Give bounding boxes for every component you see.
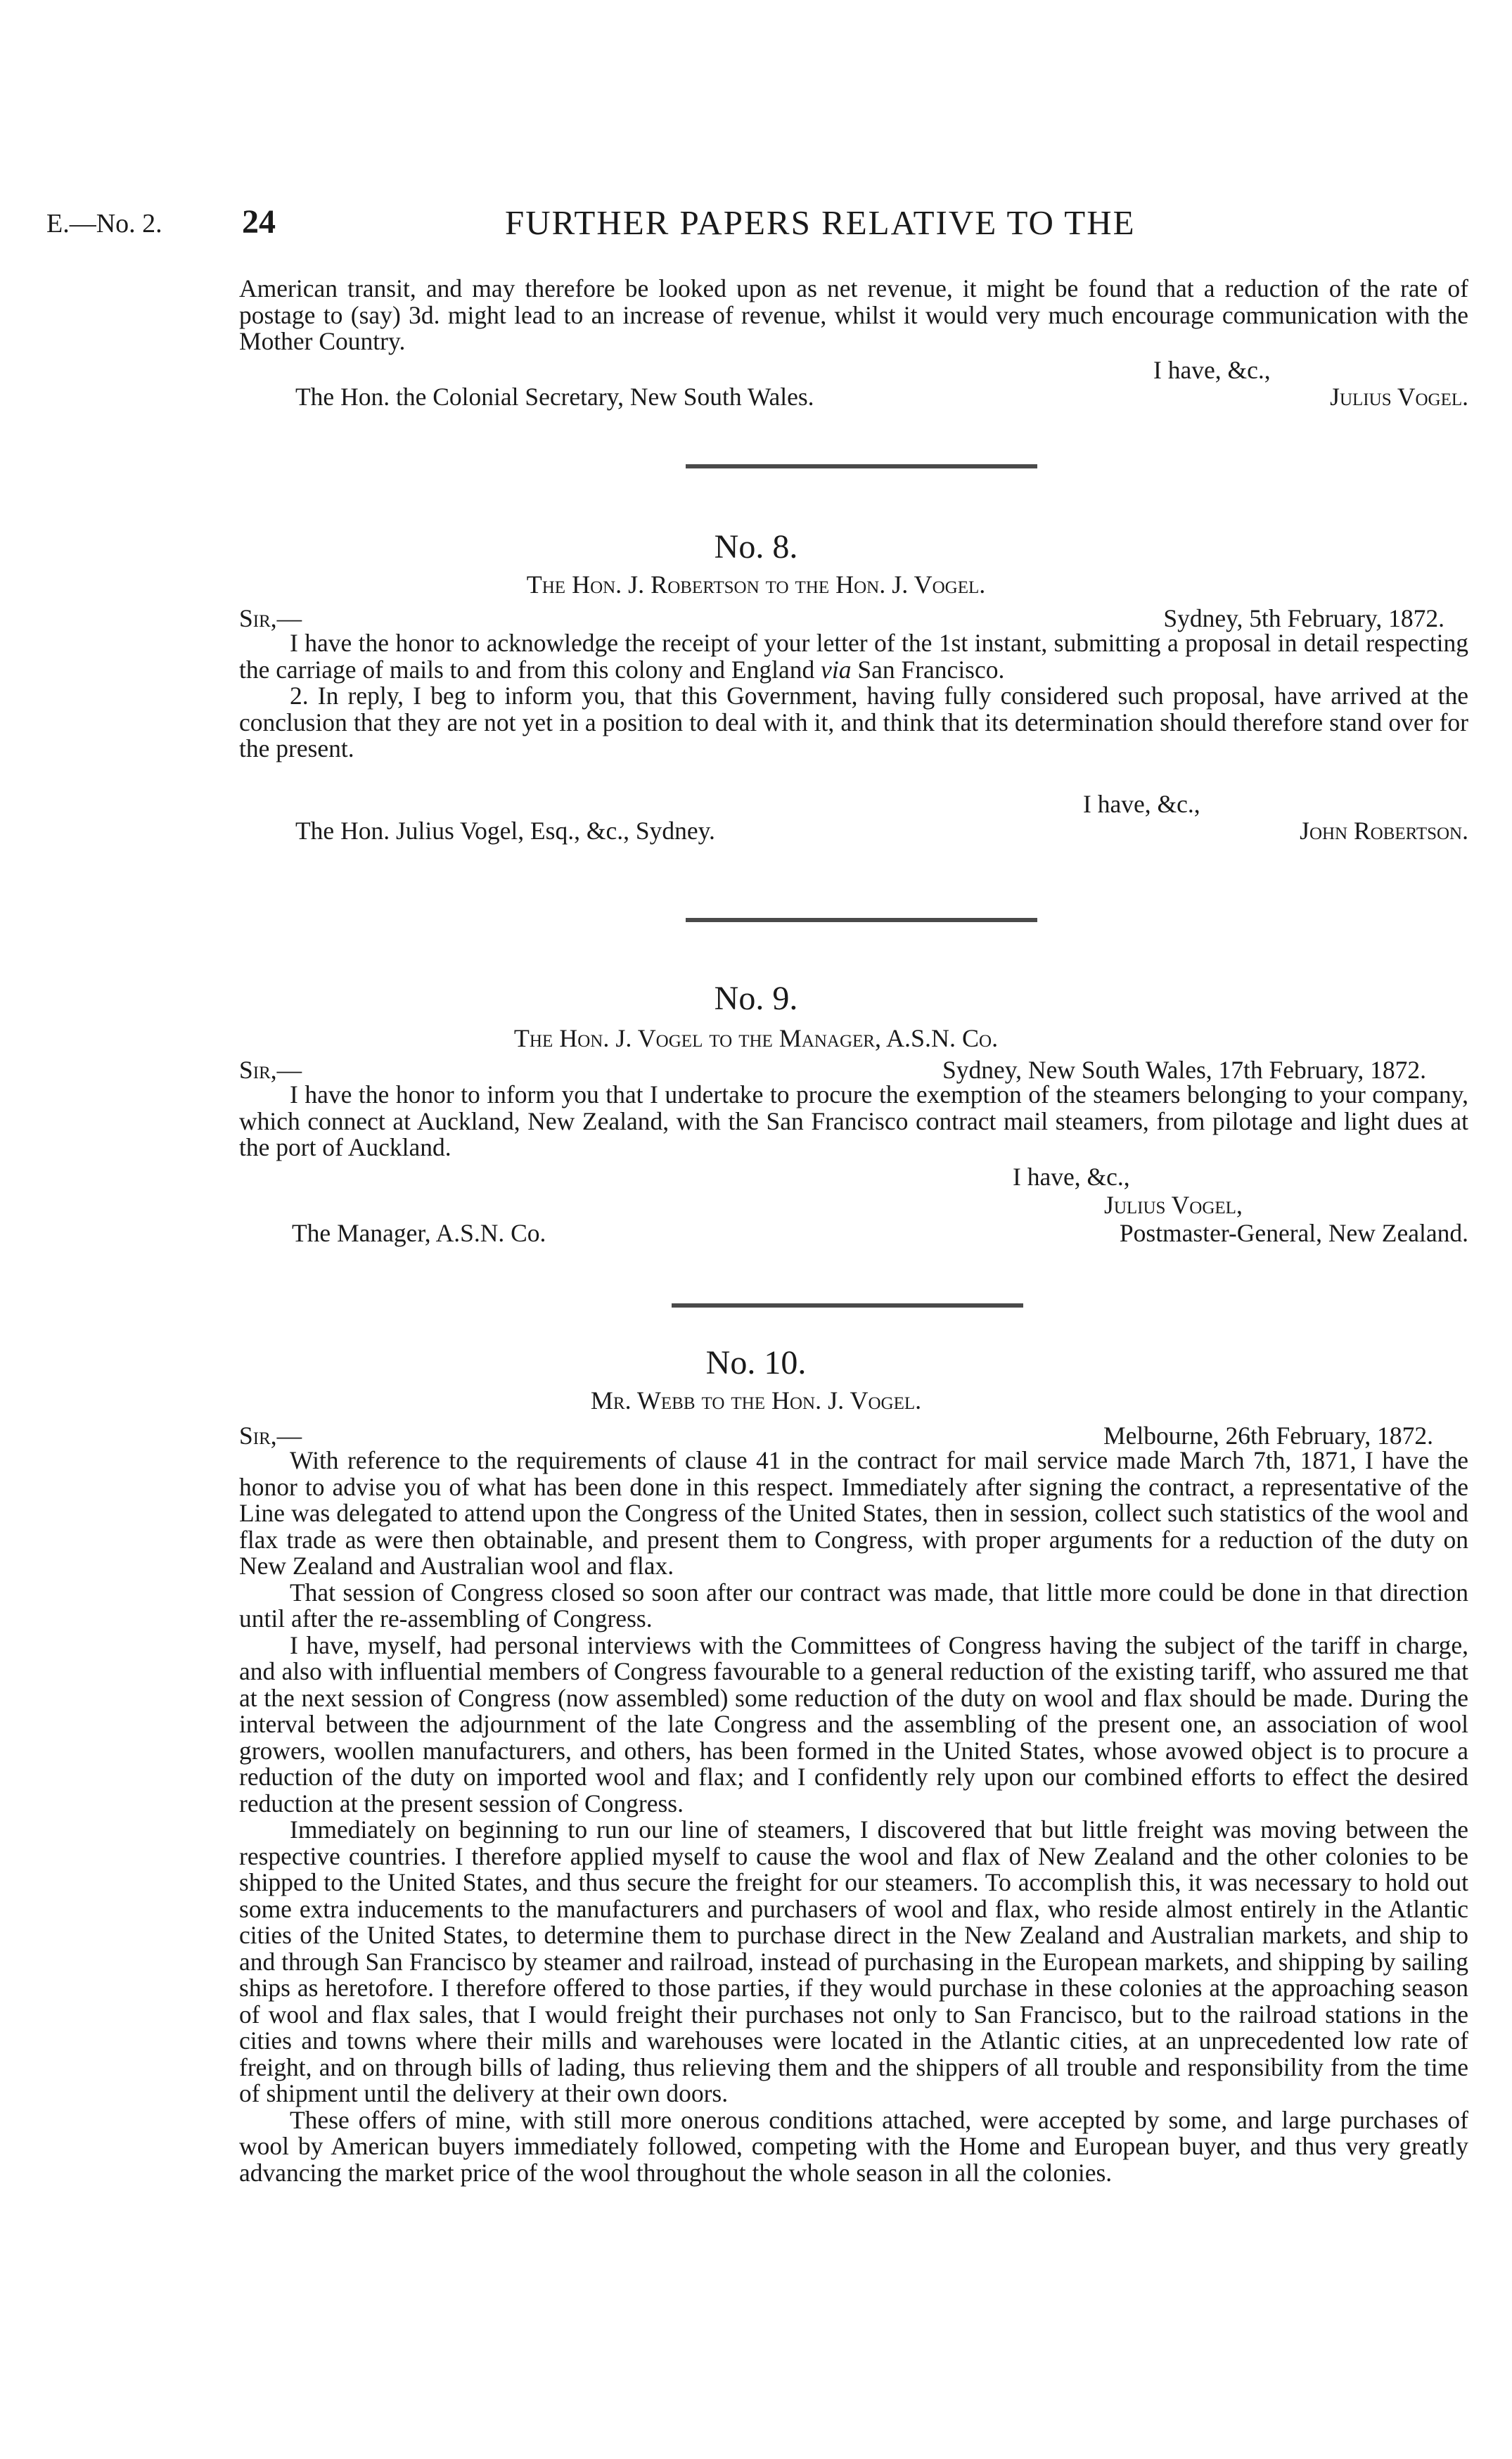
letter8-body xyxy=(239,630,1468,762)
letter-number-9: No. 9. xyxy=(714,980,798,1017)
letter-heading-9: The Hon. J. Vogel to the Manager, A.S.N. Co. xyxy=(513,1024,999,1052)
letter9-body xyxy=(239,1082,1468,1161)
letter10-salutation-row xyxy=(239,1421,1468,1449)
letter9-signature: Julius Vogel, xyxy=(1104,1191,1243,1219)
letter9-closing-row xyxy=(239,1162,1468,1190)
letter9-paragraph-1: I have the honor to inform you that I undertake to procure the exemption of the steamers belonging to your company, which connect at Auckland, New Zealand, with the San Francisco contract mail steamers, from pilotage and light dues at the port of Auckland. xyxy=(239,1080,1468,1161)
letter9-title-row xyxy=(239,1218,1468,1246)
intro-signature: Julius Vogel. xyxy=(1330,383,1468,411)
section-divider xyxy=(686,918,1037,922)
letter8-closing: I have, &c., xyxy=(1083,790,1200,818)
letter8-addressee: The Hon. Julius Vogel, Esq., &c., Sydney. xyxy=(295,817,715,845)
page-number: 24 xyxy=(242,203,276,241)
letter8-via: via xyxy=(821,655,852,684)
letter8-paragraph-1-text: I have the honor to acknowledge the receipt of your letter of the 1st instant, submitting a proposal in detail respecting the carriage of mails to and from this colony and England xyxy=(239,629,1468,684)
section-divider xyxy=(672,1303,1023,1308)
letter-number-10: No. 10. xyxy=(705,1344,807,1381)
letter-number-8: No. 8. xyxy=(714,528,798,566)
letter9-dateline: Sydney, New South Wales, 17th February, 1872. xyxy=(942,1056,1426,1084)
letter10-paragraph-2: That session of Congress closed so soon after our contract was made, that little more could be done in that direction until after the re-assembling of Congress. xyxy=(239,1578,1468,1633)
letter9-salutation-row xyxy=(239,1055,1468,1083)
letter8-paragraph-2: 2. In reply, I beg to inform you, that this Government, having fully considered such proposal, have arrived at the conclusion that they are not yet in a position to deal with it, and think that its determination should therefore stand over for the present. xyxy=(239,682,1468,762)
letter10-dateline: Melbourne, 26th February, 1872. xyxy=(1103,1422,1433,1450)
intro-signature-row xyxy=(239,382,1468,410)
letter10-paragraph-5: These offers of mine, with still more onerous conditions attached, were accepted by some, and large purchases of wool by American buyers immediately followed, competing with the Home and European buyer, and thus very greatly advancing the market price of the wool throughout the whole season in all the colonies. xyxy=(239,2105,1468,2187)
letter8-salutation-row xyxy=(239,603,1468,632)
letter10-paragraph-3: I have, myself, had personal interviews with the Committees of Congress having the subject of the tariff in charge, and also with influential members of Congress favourable to a general reduction of the existing tariff, who assured me that at the next session of Congress (now assembled) some reduction of the duty on wool and flax should be made. During the interval between the adjournment of the late Congress and the assembling of the present one, an association of wool growers, woollen manufacturers, and others, has been formed in the United States, whose avowed object is to procure a reduction of the duty on imported wool and flax; and I confidently rely upon our combined efforts to effect the desired reduction at the present session of Congress. xyxy=(239,1630,1468,1818)
letter-heading-8: The Hon. J. Robertson to the Hon. J. Vogel. xyxy=(526,570,986,599)
document-reference: E.—No. 2. xyxy=(46,209,162,238)
letter8-paragraph-1 xyxy=(239,630,1468,683)
letter10-paragraph-1: With reference to the requirements of clause 41 in the contract for mail service made March 7th, 1871, I have the honor to advise you of what has been done in this respect. Immediately after signing the contract, a representative of the Line was delegated to attend upon the Congress of the United States, then in session, collect such statistics of the wool and flax trade as were then obtainable, and present them to Congress, with proper arguments for a reduction of the duty on New Zealand and Australian wool and flax. xyxy=(239,1446,1468,1580)
letter9-addressee: The Manager, A.S.N. Co. xyxy=(292,1219,546,1247)
letter-heading-10: Mr. Webb to the Hon. J. Vogel. xyxy=(590,1386,922,1414)
letter9-salutation: Sir,— xyxy=(239,1056,302,1084)
letter10-salutation: Sir,— xyxy=(239,1422,302,1450)
letter9-signature-row xyxy=(239,1190,1468,1218)
page-header xyxy=(0,203,1512,252)
letter8-paragraph-1-end: San Francisco. xyxy=(851,655,1005,684)
letter10-paragraph-4: Immediately on beginning to run our line of steamers, I discovered that but little freight was moving between the respective countries. I therefore applied myself to cause the wool and flax of New Zealand and the other colonies to be shipped to the United States, and thus secure the freight for our steamers. To accomplish this, it was necessary to hold out some extra inducements to the manufacturers and purchasers of wool and flax, who reside almost entirely in the Atlantic cities of the United States, to determine them to purchase direct in the New Zealand and Australian markets, and ship to and through San Francisco by steamer and railroad, instead of purchasing in the European markets, and shipping by sailing ships as heretofore. I therefore offered to those parties, if they would purchase in these colonies at the approaching season of wool and flax sales, that I would freight their purchases not only to San Francisco, but to the railroad stations in the cities and towns where their mills and warehouses were located in the Atlantic cities, at an unprecedented low rate of freight, and on through bills of lading, thus relieving them and the shippers of all trouble and responsibility from the time of shipment until the delivery at their own doors. xyxy=(239,1815,1468,2107)
letter8-closing-row xyxy=(239,789,1468,817)
letter8-signature: John Robertson. xyxy=(1300,817,1468,845)
letter10-body xyxy=(239,1448,1468,2186)
intro-paragraph-block xyxy=(239,276,1468,355)
intro-addressee: The Hon. the Colonial Secretary, New South Wales. xyxy=(295,383,814,411)
section-divider xyxy=(686,464,1037,468)
letter9-closing: I have, &c., xyxy=(1013,1163,1130,1191)
letter8-salutation: Sir,— xyxy=(239,604,302,632)
intro-paragraph: American transit, and may therefore be looked upon as net revenue, it might be found that a reduction of the rate of postage to (say) 3d. might lead to an increase of revenue, whilst it would very much encourage communication with the Mother Country. xyxy=(239,274,1468,355)
intro-closing: I have, &c., xyxy=(1153,356,1271,384)
letter9-signature-title: Postmaster-General, New Zealand. xyxy=(1119,1219,1468,1247)
letter8-signature-row xyxy=(239,816,1468,844)
letter8-dateline: Sydney, 5th February, 1872. xyxy=(1163,604,1444,632)
intro-closing-row xyxy=(239,355,1468,383)
running-title: FURTHER PAPERS RELATIVE TO THE xyxy=(505,203,1136,242)
